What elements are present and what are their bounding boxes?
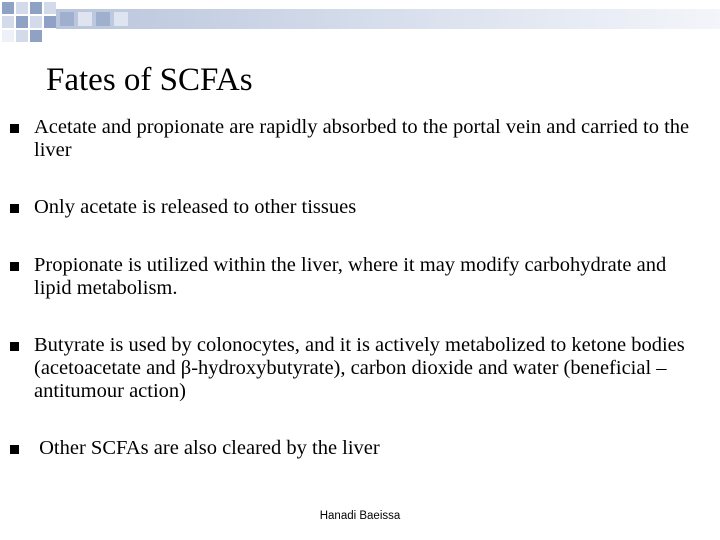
banner-graphic (0, 0, 720, 44)
square-bullet-icon (10, 204, 19, 213)
square-bullet-icon (10, 342, 19, 351)
bullet-text: Acetate and propionate are rapidly absorbed to the portal vein and carried to the liver (34, 116, 695, 161)
decorative-banner (0, 0, 720, 44)
slide-title: Fates of SCFAs (46, 62, 253, 98)
square-bullet-icon (10, 445, 19, 454)
bullet-text: Butyrate is used by colonocytes, and it is actively metabolized to ketone bodies (acetoacetate and β-hydroxybutyrate), carbon dioxide and water (beneficial – antitumour action) (34, 334, 690, 402)
square-bullet-icon (10, 124, 19, 133)
bullet-text: Propionate is utilized within the liver, where it may modify carbohydrate and lipid metabolism. (34, 254, 672, 299)
bullet-text: Only acetate is released to other tissues (34, 196, 357, 218)
square-bullet-icon (10, 262, 19, 271)
banner-squares (2, 2, 56, 42)
slide-footer: Hanadi Baeissa (319, 510, 401, 522)
bullet-text: Other SCFAs are also cleared by the liver (34, 437, 380, 459)
